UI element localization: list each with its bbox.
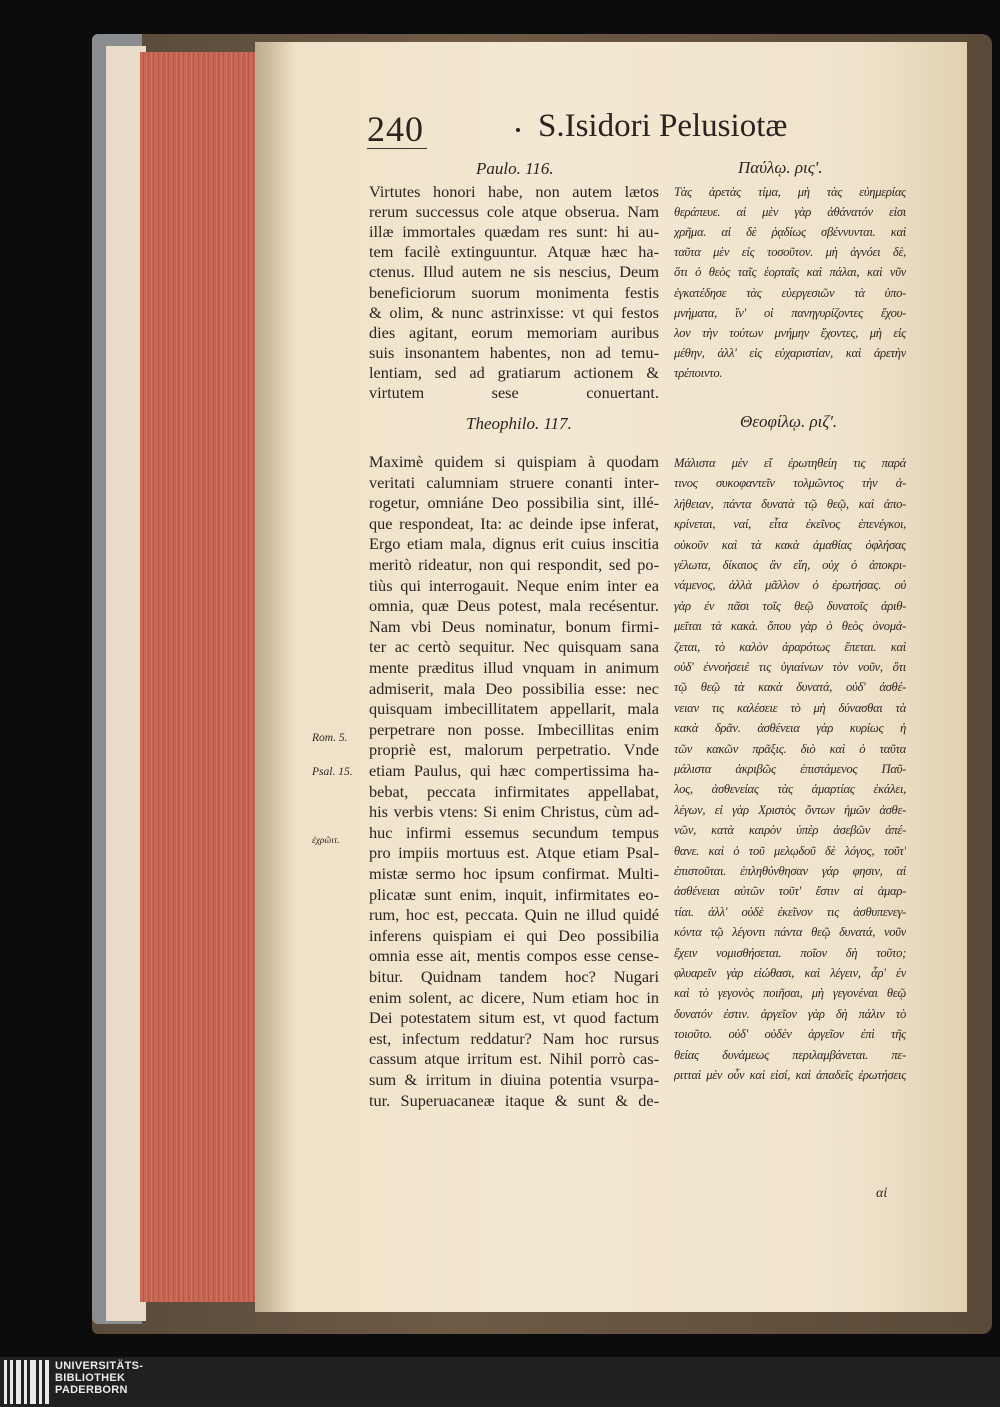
greek-text-line: ἀσθένειαι αὐτῶν τοῦτ' ἔστιν αἱ ἁμαρ- [674,884,906,899]
greek-text-line: λήθειαν, πάντα δυνατὰ τῷ θεῷ, καὶ ἀπο- [674,496,906,511]
latin-text-line: sum & irritum in diuina potentia vsurpa- [369,1070,659,1089]
greek-letter-title: Παύλῳ. ρις'. [738,158,823,177]
margin-note: Rom. 5. [312,732,348,744]
gutter-shadow [255,42,295,1312]
page-number-rule [367,148,427,149]
greek-text-line: τοιοῦτο. οὐδ' οὐδὲν ἀργεῖον ἐπὶ τῆς [674,1027,906,1042]
greek-text-line: οὐκοῦν καὶ τὰ κακὰ ἀμαθίας ὀφλήσας [674,537,906,552]
latin-text-line: est, infectum reddatur? Nam hoc rursus [369,1028,659,1048]
latin-text-line: pro impiis mortuus est. Atque etiam Psal- [369,843,659,863]
latin-text-line: virtutem sese conuertant. [369,383,659,402]
latin-letter-title: Paulo. 116. [476,159,554,178]
latin-text-line: ctenus. Illud autem ne sis nescius, Deum [369,262,659,282]
latin-text-line: propriè est, malorum perpetratio. Vnde [369,740,659,760]
running-head: S.Isidori Pelusiotæ [538,108,788,144]
latin-text-line: rum, hoc est, peccata. Quin ne illud quidé [369,905,659,925]
greek-text-line: ὅτι ὁ θεὸς ταῖς ἑορταῖς καὶ πάλαι, καὶ νῦν [674,265,906,280]
greek-text-line: μάλιστα ἀκριβῶς ἐπιστάμενος Παῦ- [674,762,906,776]
greek-letter-title: Θεοφίλῳ. ριζ'. [740,412,838,431]
latin-text-line: beneficiorum suorum monimenta festis [369,282,659,302]
logo-line: UNIVERSITÄTS- [55,1360,144,1372]
greek-text-line: ἐπιστοῦται. ἐπληθύνθησαν γάρ φησιν, αἱ [674,864,906,878]
latin-text-line: admiserit, mala Deo possibilia esse: nec [369,678,659,698]
logo-line: PADERBORN [55,1383,128,1396]
greek-text-line: λον τὴν τούτων μνήμην ἔχοντες, μὴ εἰς [674,325,906,340]
margin-note: Psal. 15. [312,766,353,778]
latin-text-line: que respondeat, Ita: ac deinde ipse inferat, [369,513,659,533]
latin-text-line: etiam Paulus, qui hæc compertissima ha- [369,761,659,780]
greek-text-line: δυνατόν ἐστιν. ἀργεῖον γὰρ δὴ πάλιν τὸ [674,1006,906,1021]
greek-text-line: ταῦτα μὲν εἰς τοσοῦτον. μὴ ἀγνόει δὲ, [674,245,906,260]
greek-text-line: ἔχειν νομισθήσεται. ποῖον δὴ τοῦτο; [674,945,906,960]
logo-line: BIBLIOTHEK [55,1371,126,1384]
greek-text-line: νάμενος, ἀλλὰ μᾶλλον ὁ ἐρωτήσας. οὐ [674,578,906,593]
greek-text-line: ριτταὶ μὲν οὖν καὶ εἰσί, καὶ ἀπαδεῖς ἐρωτήσεις [674,1068,906,1082]
greek-text-line: θανε. καὶ ὁ τοῦ μελῳδοῦ δὲ λόγος, τοῦτ' [674,843,906,858]
catchword: αἱ [876,1186,888,1201]
latin-text-line: mistæ sermo hoc ipsum confirmat. Multi- [369,864,659,883]
latin-text-line: inferens quispiam ei qui Deo possibilia [369,925,659,945]
latin-text-line: plicatæ sunt enim, inquit, infirmitates eo- [369,884,659,904]
latin-text-line: veritati calumniam struere conanti inter- [369,472,659,492]
latin-text-line: tur. Superuacaneæ itaque & sunt & de- [369,1090,659,1110]
greek-text-line: θεράπευε. αἱ μὲν γὰρ ἀθάνατόν εἰσι [674,205,906,220]
latin-text-line: & olim, & nunc astrinxisse: vt qui festos [369,302,659,322]
greek-text-line: μέθην, ἀλλ' εἰς εὐχαριστίαν, καὶ ἀρετὴν [674,345,906,360]
page-number: 240 [367,109,424,149]
greek-text-line: τῷ θεῷ τὰ κακὰ δυνατά, οὐδ' ἀσθέ- [674,680,906,695]
greek-text-line: μεῖται τὰ κακά. ὅπου γὰρ ὁ θεὸς ὀνομά- [674,619,906,634]
greek-text-line: καὶ τὸ γεγονὸς ποιῆσαι, μὴ γεγονέναι θεῷ [674,986,906,1001]
greek-text-line: Τὰς ἀρετὰς τίμα, μὴ τὰς εὐημερίας [674,185,906,199]
greek-text-line: μνήματα, ἵν' οἱ πανηγυρίζοντες ἔχου- [674,305,906,320]
greek-text-line: νειαν τις καλέσειε τὸ μὴ δύνασθαι τὰ [674,700,906,715]
latin-text-line: omnia, quæ Deus potest, mala recésentur. [369,596,659,616]
greek-text-line: κρίνεται, ναί, εἶτα ἐκεῖνος ἐπενέγκοι, [674,517,906,532]
latin-text-line: Virtutes honori habe, non autem lætos [369,182,659,201]
latin-text-line: enim solent, ac dicere, Num etiam hoc in [369,987,659,1007]
greek-text-line: λος, ἀσθενείας τὰς ἁμαρτίας ἐκάλει, [674,782,906,797]
greek-text-line: φλυαρεῖν γὰρ εἰώθασι, καὶ λέγειν, ἆρ' ἐν [674,966,906,980]
greek-text-line: τινος συκοφαντεῖν τολμῶντος τὴν ἀ- [674,476,906,491]
library-logo-mark [4,1360,50,1404]
margin-note: ἐχρῶιτ. [312,836,340,846]
latin-text-line: his verbis vtens: Si enim Christus, cùm ad- [369,802,659,822]
library-footer [0,1357,1000,1407]
greek-text-line: γὰρ ἐν πᾶσι τοῖς θεῷ δυνατοῖς ἀριθ- [674,598,906,613]
greek-text-line: νῶν, κατὰ καιρὸν ὑπὲρ ἀσεβῶν ἀπέ- [674,823,906,838]
latin-text-line: dies agitant, eorum memoriam auribus [369,322,659,342]
greek-text-line: θείας δυνάμεως περιλαμβάνεται. πε- [674,1047,906,1062]
greek-text-line: γέλωτα, δίκαιος ἂν εἴη, οὐχ ὁ ἀποκρι- [674,558,906,572]
latin-text-line: suis insonantem habentes, non ad temu- [369,342,659,362]
latin-text-line: tem facilè extinguuntur. Atquæ hæc ha- [369,242,659,262]
latin-text-line: huc infirmi essemus secundum tempus [369,822,659,842]
latin-text-line: tiùs qui interrogauit. Neque enim inter ea [369,575,659,595]
latin-text-line: lentiam, sed ad gratiarum actionem & [369,362,659,382]
greek-text-line: λέγων, εἰ γὰρ Χριστὸς ὄντων ἡμῶν ἀσθε- [674,802,906,817]
latin-text-line: ter ac certò sequitur. Nec quisquam sana [369,637,659,657]
greek-text-line: τίαι. ἀλλ' οὐδὲ ἐκεῖνον τις ἀσθυπενεγ- [674,904,906,919]
latin-text-line: illæ immortales quædam res sunt: hi au- [369,222,659,242]
latin-text-line: bitur. Quidnam tandem hoc? Nugari [369,967,659,986]
latin-text-line: Nam vbi Deus nominatur, bonum firmi- [369,616,659,636]
greek-text-line: οὐδ' ἐννοήσειέ τις ὑγιαίνων τὸν νοῦν, ὅτι [674,660,906,674]
latin-letter-title: Theophilo. 117. [466,414,572,433]
red-fore-edge [140,52,260,1302]
greek-text-line: κόντα τῷ λέγοντι πάντα θεῷ δυνατά, νοῦν [674,925,906,940]
latin-text-line: mente præditus illud vnquam in animum [369,658,659,677]
greek-text-line: Μάλιστα μὲν εἴ ἐρωτηθείη τις παρά [674,456,906,470]
latin-text-line: omnia esse ait, mentis compos esse cense- [369,946,659,966]
greek-text-line: ἐγκατέδησε τὰς εὐεργεσιῶν τὰ ὑπο- [674,285,906,300]
latin-text-line: cassum atque irritum est. Nihil porrò cas- [369,1049,659,1069]
latin-text-line: quisquam imbecillitatem appellarit, mala [369,699,659,719]
latin-text-line: rogetur, omniáne Deo possibilia sint, illé- [369,493,659,513]
library-logo-text [55,1361,143,1396]
ink-dot [516,128,520,132]
greek-text-line: τρέποιντο. [674,365,723,380]
latin-text-line: rerum successus cole atque obserua. Nam [369,202,659,222]
latin-text-line: meritò rideatur, non qui respondit, sed po- [369,555,659,574]
greek-text-line: ζεται, τὸ καλὸν ἀραρότως ἕπεται. καὶ [674,639,906,654]
latin-text-line: perpetrare non posse. Imbecillitas enim [369,719,659,739]
latin-text-line: Maximè quidem si quispiam à quodam [369,452,659,471]
greek-text-line: τῶν κακῶν πρᾶξις. διὸ καὶ ὁ ταῦτα [674,741,906,756]
greek-text-line: κακὰ δρᾶν. ἀσθένεια γὰρ κυρίως ἡ [674,721,906,736]
latin-text-line: bebat, peccata infirmitates appellabat, [369,781,659,801]
greek-text-line: χρῆμα. αἱ δὲ ῥᾳδίως σβέννυνται. καὶ [674,225,906,240]
latin-text-line: Ergo etiam mala, dignus erit cuius inscitia [369,534,659,554]
latin-text-line: Dei potestatem situm est, vt quod factum [369,1008,659,1028]
